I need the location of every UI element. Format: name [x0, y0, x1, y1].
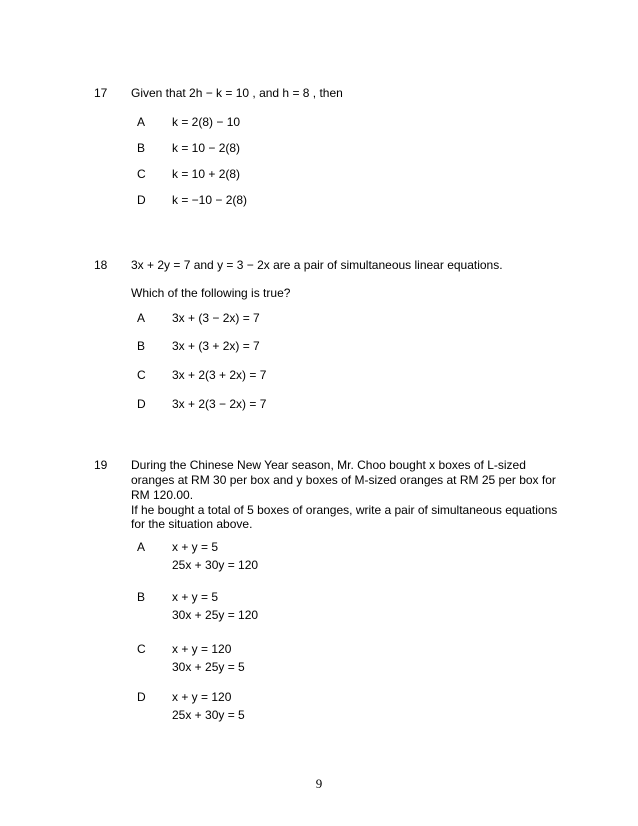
question-19-option-c-line-1: x + y = 120 — [172, 642, 232, 656]
question-19-option-d-line-1: x + y = 120 — [172, 690, 232, 704]
question-18-option-d-letter: D — [137, 397, 146, 411]
question-18-number: 18 — [94, 258, 108, 272]
question-17-stem: Given that 2h − k = 10 , and h = 8 , then — [131, 86, 343, 100]
question-18-option-c-letter: C — [137, 368, 146, 382]
question-18-stem: 3x + 2y = 7 and y = 3 − 2x are a pair of simultaneous linear equations. — [131, 258, 503, 272]
question-17-option-a-letter: A — [137, 115, 146, 129]
question-17-number: 17 — [94, 86, 108, 100]
question-18-option-a-letter: A — [137, 311, 146, 325]
question-19-stem-line-3: RM 120.00. — [131, 488, 194, 502]
question-17-option-c-text: k = 10 + 2(8) — [172, 167, 241, 181]
question-17-option-b-letter: B — [137, 141, 146, 155]
question-18-option-d-text: 3x + 2(3 − 2x) = 7 — [172, 397, 267, 411]
question-18-option-b-letter: B — [137, 339, 146, 353]
question-19-option-d-line-2: 25x + 30y = 5 — [172, 708, 245, 722]
question-18-option-b-text: 3x + (3 + 2x) = 7 — [172, 339, 260, 353]
question-19-option-b-letter: B — [137, 590, 146, 604]
question-19-stem-line-4: If he bought a total of 5 boxes of oranges, write a pair of simultaneous equations — [131, 503, 558, 517]
question-19-stem-line-5: for the situation above. — [131, 517, 253, 531]
question-19-option-b-line-2: 30x + 25y = 120 — [172, 608, 259, 622]
question-17-option-d-letter: D — [137, 193, 146, 207]
question-19-option-a-line-1: x + y = 5 — [172, 540, 219, 554]
question-17-option-d-text: k = −10 − 2(8) — [172, 193, 248, 207]
question-19-option-c-letter: C — [137, 642, 146, 656]
page-number: 9 — [315, 776, 323, 791]
question-19-stem-line-2: oranges at RM 30 per box and y boxes of M-sized oranges at RM 25 per box for — [131, 473, 556, 487]
question-19-option-a-line-2: 25x + 30y = 120 — [172, 558, 259, 572]
question-19-option-a-letter: A — [137, 540, 146, 554]
question-18-option-c-text: 3x + 2(3 + 2x) = 7 — [172, 368, 267, 382]
question-17-option-c-letter: C — [137, 167, 146, 181]
question-17-option-a-text: k = 2(8) − 10 — [172, 115, 241, 129]
question-19-option-b-line-1: x + y = 5 — [172, 590, 219, 604]
question-19-option-d-letter: D — [137, 690, 146, 704]
question-17-option-b-text: k = 10 − 2(8) — [172, 141, 241, 155]
question-18-option-a-text: 3x + (3 − 2x) = 7 — [172, 311, 260, 325]
question-19-stem-line-1: During the Chinese New Year season, Mr. Choo bought x boxes of L-sized — [131, 458, 526, 472]
question-19-number: 19 — [94, 458, 108, 472]
question-19-option-c-line-2: 30x + 25y = 5 — [172, 660, 245, 674]
question-18-prompt: Which of the following is true? — [131, 286, 291, 300]
